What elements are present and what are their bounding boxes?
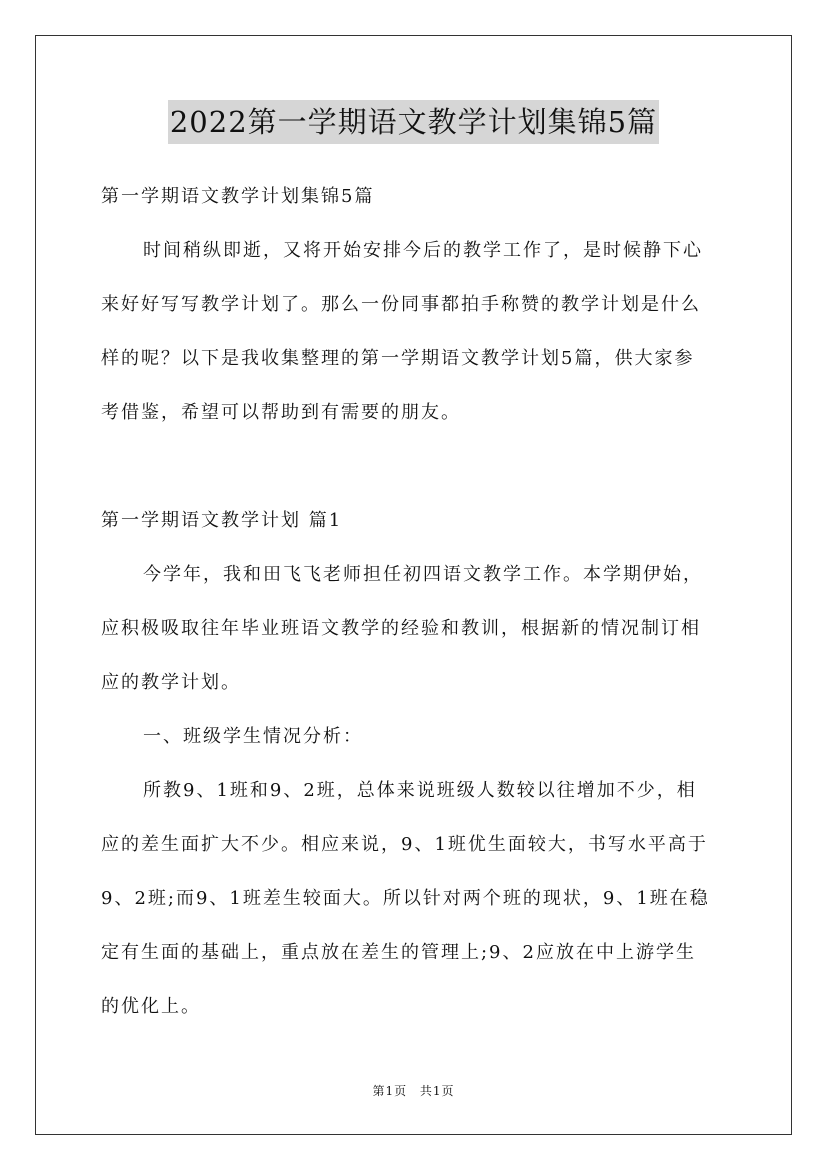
intro-line: 时间稍纵即逝，又将开始安排今后的教学工作了，是时候静下心 (143, 240, 703, 261)
paragraph-line: 定有生面的基础上，重点放在差生的管理上;9、2应放在中上游学生 (101, 942, 696, 963)
page-footer (0, 1082, 827, 1099)
intro-line: 样的呢？以下是我收集整理的第一学期语文教学计划5篇，供大家参 (101, 348, 695, 369)
title-container (0, 100, 827, 144)
section-heading: 第一学期语文教学计划 篇1 (101, 510, 343, 531)
paragraph-line: 9、2班;而9、1班差生较面大。所以针对两个班的现状，9、1班在稳 (101, 888, 710, 909)
subheading: 一、班级学生情况分析： (143, 726, 363, 747)
paragraph-line: 今学年，我和田飞飞老师担任初四语文教学工作。本学期伊始， (143, 564, 703, 585)
page-total: 共1页 (419, 1084, 455, 1098)
intro-line: 考借鉴，希望可以帮助到有需要的朋友。 (101, 402, 461, 423)
spacer (101, 440, 729, 494)
paragraph-line: 应积极吸取往年毕业班语文教学的经验和教训，根据新的情况制订相 (101, 618, 701, 639)
document-body (101, 170, 729, 1034)
paragraph-line: 的优化上。 (101, 996, 201, 1017)
intro-line: 来好好写写教学计划了。那么一份同事都拍手称赞的教学计划是什么 (101, 294, 701, 315)
page-number: 第1页 (372, 1084, 408, 1098)
paragraph-line: 应的差生面扩大不少。相应来说，9、1班优生面较大，书写水平高于 (101, 834, 708, 855)
document-subtitle: 第一学期语文教学计划集锦5篇 (101, 186, 375, 207)
document-title: 2022第一学期语文教学计划集锦5篇 (168, 100, 659, 144)
paragraph-line: 应的教学计划。 (101, 672, 241, 693)
paragraph-line: 所教9、1班和9、2班，总体来说班级人数较以往增加不少，相 (143, 780, 697, 801)
